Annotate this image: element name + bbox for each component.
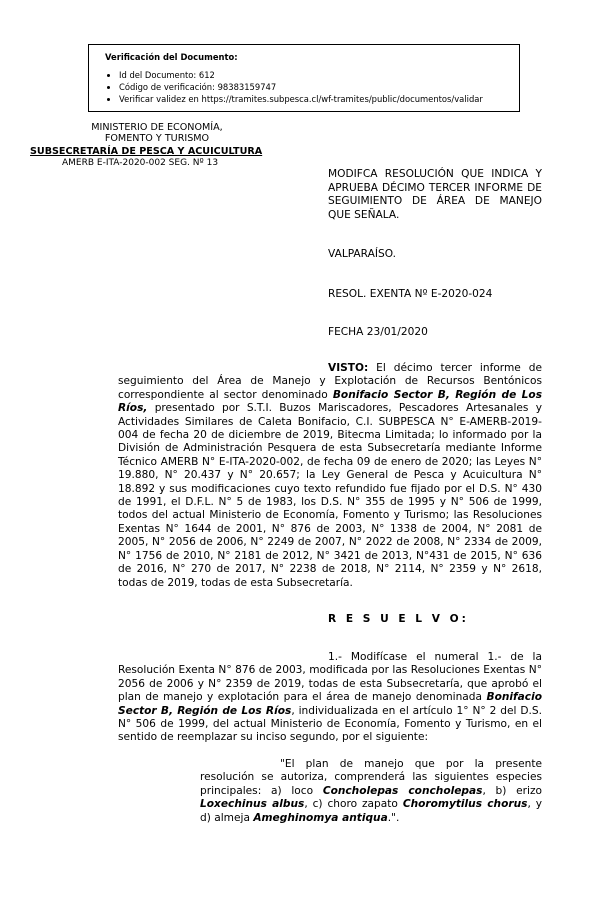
verification-title: Verificación del Documento: bbox=[105, 52, 238, 62]
article-1-area-name: Bonifacio Sector B, Región de Los Ríos bbox=[118, 691, 542, 717]
quote-text-1: "El plan de manejo que por la presente resolución se autoriza, comprenderá las siguientes especies principales: a) loco bbox=[200, 758, 542, 797]
resolution-date: FECHA 23/01/2020 bbox=[328, 326, 428, 338]
visto-text-1: El décimo tercer informe de seguimiento del Área de Manejo y Explotación de Recursos Bentónicos correspondiente al sector denominado bbox=[118, 362, 542, 401]
article-1-paragraph bbox=[118, 651, 542, 745]
ministry-line-2: FOMENTO Y TURISMO bbox=[104, 133, 210, 144]
species-1: Concholepas concholepas bbox=[322, 784, 483, 797]
verification-list bbox=[105, 69, 509, 105]
species-4: Ameghinomya antiqua bbox=[253, 811, 388, 824]
place: VALPARAÍSO. bbox=[328, 248, 396, 260]
visto-paragraph bbox=[118, 362, 542, 590]
resolution-subject: MODIFCA RESOLUCIÓN QUE INDICA Y APRUEBA DÉCIMO TERCER INFORME DE SEGUIMIENTO DE ÁREA DE MANEJO QUE SEÑALA. bbox=[328, 168, 542, 221]
verification-box bbox=[88, 44, 520, 112]
verification-item-id: • Id del Documento: 612 bbox=[119, 69, 509, 81]
quote-paragraph bbox=[200, 758, 542, 825]
species-3: Choromytilus chorus bbox=[402, 798, 528, 811]
visto-text-2: presentado por S.T.I. Buzos Mariscadores, Pescadores Artesanales y Actividades Similares de Caleta Bonifacio, C.I. SUBPESCA N° E-AMERB-2019-004 de fecha 20 de diciembre de 2019, Bitecma Limitada; lo informado por la División de Administración Pesquera de esta Subsecretaría mediante Informe Técnico AMERB N° E-ITA-2020-002, de fecha 09 de enero de 2020; las Leyes N° 19.880, N° 20.437 y N° 20.657; la Ley General de Pesca y Acuicultura N° 18.892 y sus modificaciones cuyo texto refundido fue fijado por el D.S. N° 430 de 1991, el D.F.L. N° 5 de 1983, los D.S. N° 355 de 1995 y N° 506 de 1999, todos del actual Ministerio de Economía, Fomento y Turismo; las Resoluciones Exentas N° 1644 de 2001, N° 876 de 2003, N° 1338 de 2004, N° 2081 de 2005, N° 2056 de 2006, N° 2249 de 2007, N° 2022 de 2008, N° 2334 de 2009, N° 1756 de 2010, N° 2181 de 2012, N° 3421 de 2013, N°431 de 2015, N° 636 de 2016, N° 270 de 2017, N° 2238 de 2018, N° 2114, N° 2359 y N° 2618, todas de 2019, todas de esta Subsecretaría. bbox=[118, 402, 542, 589]
quote-text-3: , c) choro zapato bbox=[304, 798, 403, 811]
verification-item-code: • Código de verificación: 98383159747 bbox=[119, 81, 509, 93]
ministry-line-1: MINISTERIO DE ECONOMÍA, bbox=[91, 122, 223, 133]
document-reference: AMERB E-ITA-2020-002 SEG. Nº 13 bbox=[62, 158, 219, 168]
article-1-text-1: 1.- Modifícase el numeral 1.- de la Resolución Exenta N° 876 de 2003, modificada por las Resoluciones Exentas N° 2056 de 2006 y N° 2359 de 2019, todas de esta Subsecretaría, que aprobó el plan de manejo y explotación para el área de manejo denominada bbox=[118, 651, 542, 704]
ministry-heading bbox=[52, 122, 262, 144]
article-1-text-2: , individualizada en el artículo 1° N° 2 del D.S. N° 506 de 1999, del actual Ministerio de Economía, Fomento y Turismo, en el sentido de reemplazar su inciso segundo, por el siguiente: bbox=[118, 704, 543, 744]
quote-text-4: , y d) almeja bbox=[200, 798, 542, 824]
quote-text-2: , b) erizo bbox=[482, 784, 543, 797]
species-2: Loxechinus albus bbox=[200, 798, 305, 811]
subsecretaria-heading: SUBSECRETARÍA DE PESCA Y ACUICULTURA bbox=[30, 146, 263, 157]
quote-text-5: .". bbox=[387, 811, 400, 824]
resolution-number: RESOL. EXENTA Nº E-2020-024 bbox=[328, 288, 493, 300]
resuelvo-heading: R E S U E L V O: bbox=[328, 613, 469, 625]
visto-label: VISTO: bbox=[328, 362, 369, 374]
visto-area-name: Bonifacio Sector B, Región de Los Ríos, bbox=[118, 388, 543, 415]
verification-item-link[interactable]: • Verificar validez en https://tramites.subpesca.cl/wf-tramites/public/documentos/validar bbox=[119, 93, 509, 105]
